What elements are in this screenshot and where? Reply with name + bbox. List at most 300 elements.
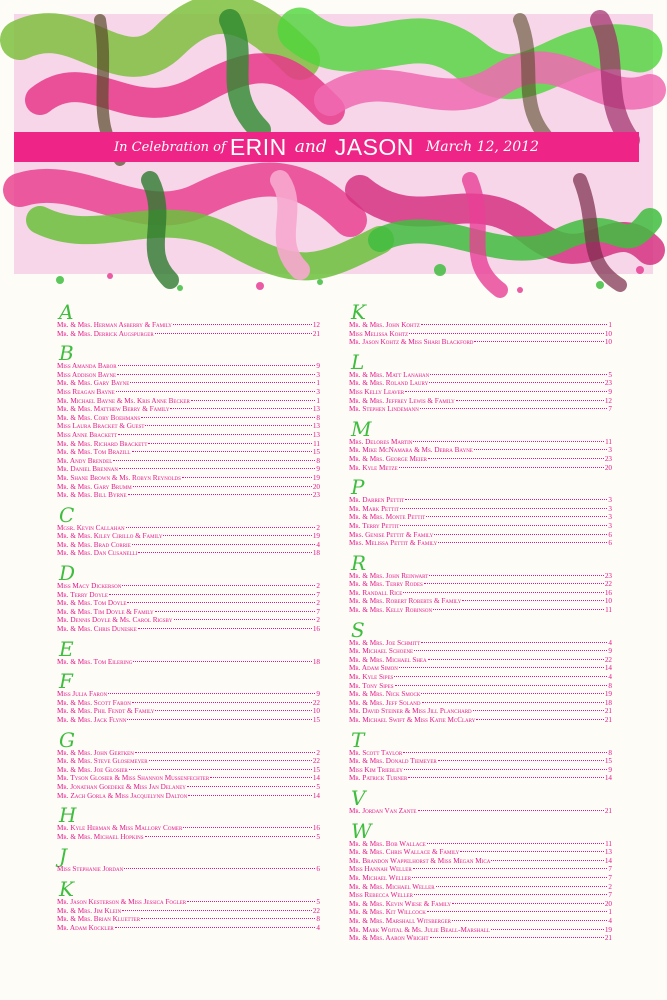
dot-leader — [473, 710, 604, 711]
guest-name: Mr. & Mrs. Kiley Cirillo & Family — [57, 532, 163, 541]
guest-name: Miss Rebecca Weller — [349, 891, 413, 900]
dot-leader — [130, 382, 315, 383]
table-number: 13 — [312, 422, 320, 431]
guest-entry — [57, 474, 320, 483]
letter-section — [349, 477, 612, 548]
guest-entry — [349, 464, 612, 473]
letter-section — [57, 727, 320, 801]
guest-name: Mr. Mark Pettit — [349, 504, 399, 513]
guest-name: Mr. & Mrs. Herman Asberry & Family — [57, 321, 172, 329]
table-number: 1 — [316, 396, 320, 405]
table-number: 13 — [604, 848, 612, 857]
dot-leader — [452, 920, 607, 921]
dot-leader — [491, 929, 604, 930]
letter-section — [57, 636, 320, 667]
table-number: 13 — [312, 430, 320, 439]
table-number: 23 — [604, 454, 612, 463]
table-number: 21 — [604, 934, 612, 943]
letter-section — [349, 349, 612, 414]
guest-name: Mr. Michael Bayne & Ms. Kris Anne Becker — [57, 396, 190, 405]
guest-entry — [57, 625, 320, 634]
guest-name: Mr. & Mrs. Aaron Wright — [349, 934, 429, 943]
letter-section — [57, 563, 320, 634]
guest-name: Mr. & Mrs. Scott Faron — [57, 698, 131, 707]
guest-name: Mr. & Mrs. Gary Brumm — [57, 482, 132, 491]
guest-name: Mr. Kyle Metze — [349, 463, 398, 472]
guest-entry — [349, 405, 612, 414]
guest-name: Mr. & Mrs. Matthew Berry & Family — [57, 405, 170, 414]
guest-name: Mr. & Mrs. Tom Doyle — [57, 599, 127, 608]
guest-entry — [349, 774, 612, 783]
guest-entry — [57, 532, 320, 541]
section-letter: H — [59, 803, 77, 828]
table-number: 10 — [604, 329, 612, 338]
guest-name: Mr. Tyson Glosier & Miss Shannon Mussenfechter — [57, 774, 210, 783]
letter-section — [57, 846, 320, 874]
dot-leader — [414, 650, 607, 651]
guest-name: Mr. & Mrs. Michael Hopkins — [57, 832, 144, 841]
table-number: 22 — [312, 906, 320, 915]
table-number: 14 — [604, 664, 612, 673]
dot-leader — [138, 552, 312, 553]
dot-leader — [474, 449, 608, 450]
guest-entry — [349, 757, 612, 766]
guest-name: Mr. & Mrs. Dan Cusanelli — [57, 549, 138, 558]
guest-name: Mr. & Mrs. Tim Doyle & Family — [57, 607, 154, 616]
dot-leader — [414, 894, 607, 895]
dot-leader — [430, 937, 604, 938]
table-number: 5 — [316, 782, 320, 791]
guest-entry — [349, 865, 612, 874]
guest-name: Mrs. Delores Martin — [349, 437, 413, 446]
guest-name: Mr. Michael Weller — [349, 873, 412, 882]
guest-entry — [349, 766, 612, 775]
table-number: 15 — [312, 716, 320, 724]
table-number: 1 — [608, 908, 612, 917]
dot-leader — [491, 860, 604, 861]
table-number: 4 — [608, 673, 612, 682]
guest-entry — [349, 891, 612, 900]
table-number: 9 — [316, 690, 320, 699]
table-number: 11 — [605, 606, 612, 615]
guest-entry — [349, 522, 612, 531]
guest-name: Mr. Zach Gorla & Miss Jacquelynn Dalton — [57, 791, 188, 800]
guest-name: Mr. & Mrs. Jack Flynn — [57, 716, 127, 724]
guest-name: Miss Laura Bracket & Guest — [57, 422, 145, 431]
guest-name: Mr. & Mrs. Joe Schmitt — [349, 638, 421, 647]
dot-leader — [145, 836, 316, 837]
table-number: 2 — [608, 882, 612, 891]
guest-name: Mr. & Mrs. Jim Klein — [57, 906, 122, 915]
table-number: 10 — [604, 338, 612, 347]
letter-section — [349, 785, 612, 816]
dot-leader — [132, 544, 316, 545]
guest-entry — [57, 483, 320, 492]
dot-leader — [115, 927, 316, 928]
letter-section — [349, 550, 612, 615]
table-number: 18 — [312, 657, 320, 666]
table-number: 14 — [604, 774, 612, 783]
guest-entry — [57, 457, 320, 466]
dot-leader — [148, 443, 312, 444]
dot-leader — [421, 642, 607, 643]
table-number: 19 — [604, 690, 612, 699]
table-number: 22 — [604, 580, 612, 589]
guest-entry — [57, 907, 320, 916]
table-number: 7 — [608, 865, 612, 874]
guest-entry — [349, 513, 612, 522]
dot-leader — [413, 441, 604, 442]
table-number: 21 — [604, 716, 612, 724]
dot-leader — [400, 508, 607, 509]
guest-name: Miss Julia Faron — [57, 690, 108, 699]
guest-name: Mr. & Mrs. Michael Shea — [349, 655, 427, 664]
table-number: 19 — [312, 473, 320, 482]
dot-leader — [170, 408, 311, 409]
banner-name-1: ERIN — [229, 133, 287, 160]
table-number: 23 — [604, 571, 612, 580]
table-number: 14 — [604, 856, 612, 865]
section-letter: A — [59, 300, 74, 324]
guest-entry — [349, 321, 612, 330]
guest-entry — [349, 874, 612, 883]
dot-leader — [126, 527, 316, 528]
guest-name: Mr. Stephen Lindemann — [349, 405, 419, 414]
dot-leader — [429, 575, 604, 576]
table-number: 2 — [316, 582, 320, 591]
section-letter: L — [351, 349, 365, 374]
guest-entry — [349, 900, 612, 909]
guest-name: Mr. & Mrs. Phil Fendt & Family — [57, 707, 155, 716]
table-number: 13 — [312, 405, 320, 414]
table-number: 7 — [608, 891, 612, 900]
guest-entry — [57, 898, 320, 907]
table-number: 23 — [604, 379, 612, 388]
section-letter: W — [351, 818, 372, 843]
section-letter: B — [59, 341, 74, 366]
guest-name: Mr. & Mrs. Monte Pettit — [349, 513, 426, 522]
guest-entry — [57, 405, 320, 414]
dot-leader — [135, 752, 316, 753]
guest-name: Mr. & Mrs. Gary Bayne — [57, 379, 130, 388]
table-number: 6 — [316, 865, 320, 874]
guest-entry — [57, 541, 320, 550]
table-number: 11 — [313, 439, 320, 448]
table-number: 10 — [604, 597, 612, 606]
guest-name: Mr. & Mrs. Chris Wallace & Family — [349, 848, 460, 857]
table-number: 3 — [608, 513, 612, 522]
guest-entry — [349, 371, 612, 380]
dot-leader — [141, 918, 315, 919]
guest-entry — [57, 924, 320, 933]
guest-entry — [349, 505, 612, 514]
table-number: 8 — [316, 456, 320, 465]
guest-name: Mr. Jason Kesterson & Miss Jessica Fogler — [57, 897, 187, 906]
banner-and: and — [294, 137, 327, 157]
guest-entry — [349, 917, 612, 926]
dot-leader — [405, 499, 607, 500]
guest-name: Mr. & Mrs. Kelly Robinson — [349, 606, 433, 615]
guest-entry — [349, 589, 612, 598]
guest-entry — [349, 580, 612, 589]
guest-entry — [57, 524, 320, 533]
guest-name: Mr. & Mrs. Tom Brazill — [57, 448, 131, 457]
guest-entry — [57, 616, 320, 625]
dot-leader — [403, 752, 607, 753]
guest-name: Mr. & Mrs. John Kohtz — [349, 321, 420, 329]
table-number: 8 — [608, 748, 612, 757]
guest-name: Mr. Mike McNamara & Ms. Debra Bayne — [349, 446, 473, 455]
letter-section — [57, 502, 320, 558]
guest-entry — [57, 690, 320, 699]
guest-entry — [349, 597, 612, 606]
guest-entry — [349, 749, 612, 758]
dot-leader — [422, 702, 604, 703]
table-number: 9 — [608, 765, 612, 774]
dot-leader — [188, 795, 312, 796]
guest-entry — [57, 379, 320, 388]
section-letter: P — [351, 475, 365, 500]
guest-name: Mr. Kyle Herman & Miss Mallory Comer — [57, 824, 183, 833]
guest-name: Mr. Brandon Wappelhorst & Miss Megan Mica — [349, 856, 491, 865]
guest-entry — [57, 757, 320, 766]
table-number: 8 — [316, 915, 320, 924]
section-letter: C — [59, 502, 75, 527]
guest-name: Mr. Shane Brown & Ms. Robyn Reynolds — [57, 473, 181, 482]
dot-leader — [138, 628, 312, 629]
guest-name: Mr. Dennis Doyle & Ms. Carol Rigsby — [57, 616, 173, 625]
guest-name: Mr. & Mrs. George Meier — [349, 454, 427, 463]
guest-name: Mrs. Genise Pettit & Family — [349, 530, 434, 539]
dot-leader — [421, 693, 603, 694]
guest-entry — [57, 414, 320, 423]
letter-section — [349, 302, 612, 347]
letter-section — [57, 343, 320, 500]
guest-name: Mr. & Mrs. Robert Roberts & Family — [349, 597, 462, 606]
guest-entry — [349, 330, 612, 339]
dot-leader — [462, 600, 604, 601]
guest-name: Mr. & Mrs. Tom Eilering — [57, 657, 133, 666]
guest-entry — [349, 455, 612, 464]
dot-leader — [109, 594, 315, 595]
dot-leader — [428, 659, 604, 660]
guest-entry — [349, 656, 612, 665]
dot-leader — [404, 769, 608, 770]
dot-leader — [405, 391, 607, 392]
guest-name: Mr. & Mrs. Jeffrey Lewis & Family — [349, 396, 455, 405]
dot-leader — [155, 710, 311, 711]
dot-leader — [426, 516, 607, 517]
table-number: 21 — [312, 329, 320, 338]
dot-leader — [413, 868, 608, 869]
guest-name: Mr. Darren Pettit — [349, 496, 405, 505]
table-number: 15 — [312, 448, 320, 457]
guest-entry — [57, 448, 320, 457]
table-number: 3 — [608, 521, 612, 530]
dot-leader — [191, 400, 316, 401]
dot-leader — [149, 760, 312, 761]
guest-name: Mr. & Mrs. Matt Lanahan — [349, 370, 430, 379]
guest-name: Mr. Randall Rice — [349, 588, 403, 597]
letter-section — [57, 671, 320, 724]
guest-entry — [57, 774, 320, 783]
guest-entry — [57, 591, 320, 600]
table-number: 18 — [604, 698, 612, 707]
dot-leader — [133, 486, 312, 487]
section-letter: F — [59, 669, 73, 694]
dot-leader — [155, 333, 312, 334]
dot-leader — [132, 702, 312, 703]
table-number: 21 — [604, 707, 612, 716]
guest-name: Mr. Jonathan Goedeke & Miss Jan Delaney — [57, 782, 186, 791]
guest-name: Mr. & Mrs. Joe Glosier — [57, 765, 128, 774]
dot-leader — [421, 324, 608, 325]
dot-leader — [418, 810, 604, 811]
guest-entry — [57, 362, 320, 371]
dot-leader — [117, 374, 315, 375]
guest-entry — [349, 926, 612, 935]
guest-name: Miss Kim Triebley — [349, 765, 403, 774]
guest-entry — [349, 647, 612, 656]
guest-name: Mr. Jason Kohtz & Miss Shari Blackford — [349, 338, 474, 347]
dot-leader — [133, 661, 312, 662]
guest-name: Mr. & Mrs. Richard Brackett — [57, 439, 148, 448]
table-number: 12 — [312, 321, 320, 329]
section-letter: S — [351, 617, 365, 642]
guest-entry — [349, 379, 612, 388]
table-number: 2 — [316, 748, 320, 757]
table-number: 1 — [608, 321, 612, 329]
table-number: 8 — [316, 413, 320, 422]
dot-leader — [438, 542, 607, 543]
table-number: 15 — [604, 757, 612, 766]
section-letter: G — [59, 727, 75, 752]
dot-leader — [412, 877, 607, 878]
guest-entry — [349, 716, 612, 725]
guest-name: Miss Hannah Weller — [349, 865, 412, 874]
guest-name: Mr. & Mrs. Jeff Soland — [349, 698, 421, 707]
guest-name: Mr. Adam Kockler — [57, 923, 114, 932]
guest-name: Mr. Jordan Van Zante — [349, 806, 417, 815]
guest-entry — [57, 699, 320, 708]
letter-section — [349, 818, 612, 943]
dot-leader — [173, 324, 312, 325]
guest-entry — [57, 491, 320, 500]
section-letter: R — [351, 550, 367, 575]
dot-leader — [400, 525, 607, 526]
guest-name: Mr. Daniel Brennan — [57, 465, 118, 474]
guest-entry — [57, 321, 320, 330]
table-number: 20 — [312, 482, 320, 491]
table-number: 2 — [316, 616, 320, 625]
dot-leader — [452, 903, 604, 904]
dot-leader — [409, 333, 604, 334]
dot-leader — [174, 619, 316, 620]
table-number: 15 — [312, 765, 320, 774]
dot-leader — [129, 769, 312, 770]
guest-name: Mr. Kyle Sipes — [349, 673, 394, 682]
guest-name: Mr. & Mrs. Kit Willcock — [349, 908, 426, 917]
dot-leader — [424, 583, 604, 584]
dot-leader — [128, 494, 312, 495]
dot-leader — [183, 827, 312, 828]
dot-leader — [187, 786, 316, 787]
dot-leader — [118, 434, 312, 435]
table-number: 11 — [605, 437, 612, 446]
dot-leader — [163, 535, 311, 536]
guest-entry — [57, 388, 320, 397]
dot-leader — [155, 611, 316, 612]
dot-leader — [124, 868, 315, 869]
guest-entry — [349, 639, 612, 648]
table-number: 7 — [316, 590, 320, 599]
title-banner — [14, 132, 639, 162]
dot-leader — [408, 777, 603, 778]
guest-entry — [57, 792, 320, 801]
dot-leader — [182, 477, 312, 478]
guest-name: Mr. Terry Pettit — [349, 521, 400, 530]
dot-leader — [119, 468, 315, 469]
table-number: 21 — [604, 806, 612, 815]
table-number: 19 — [312, 532, 320, 541]
dot-leader — [428, 458, 604, 459]
table-number: 3 — [316, 387, 320, 396]
table-number: 7 — [608, 873, 612, 882]
table-number: 1 — [316, 379, 320, 388]
guest-entry — [57, 330, 320, 339]
table-number: 18 — [312, 549, 320, 558]
banner-date: March 12, 2012 — [425, 139, 539, 155]
guest-name: Miss Stephanie Jordan — [57, 865, 124, 874]
table-number: 9 — [316, 465, 320, 474]
table-number: 2 — [316, 599, 320, 608]
dot-leader — [460, 851, 604, 852]
guest-entry — [57, 465, 320, 474]
section-letter: V — [351, 785, 366, 810]
guest-entry — [57, 397, 320, 406]
dot-leader — [187, 901, 315, 902]
dot-leader — [116, 391, 316, 392]
table-number: 20 — [604, 463, 612, 472]
table-number: 7 — [608, 405, 612, 414]
table-number: 9 — [608, 387, 612, 396]
guest-entry — [349, 707, 612, 716]
guest-entry — [349, 934, 612, 943]
section-letter: J — [59, 844, 68, 869]
dot-leader — [433, 609, 604, 610]
guest-entry — [349, 840, 612, 849]
dot-leader — [118, 365, 316, 366]
guest-entry — [349, 682, 612, 691]
table-number: 11 — [605, 839, 612, 848]
guest-entry — [349, 699, 612, 708]
dot-leader — [395, 685, 608, 686]
guest-entry — [349, 807, 612, 816]
guest-name: Mr. & Mrs. Bill Byrne — [57, 491, 127, 500]
guest-name: Mr. Adam Simon — [349, 664, 398, 673]
guest-entry — [57, 371, 320, 380]
guest-entry — [349, 338, 612, 347]
guest-entry — [349, 438, 612, 447]
guest-name: Mr. Michael Swift & Miss Katie McClary — [349, 716, 476, 724]
guest-entry — [57, 582, 320, 591]
table-number: 7 — [316, 607, 320, 616]
guest-entry — [349, 572, 612, 581]
guest-name: Miss Reagan Bayne — [57, 387, 115, 396]
dot-leader — [127, 602, 315, 603]
dot-leader — [122, 585, 315, 586]
table-number: 14 — [312, 774, 320, 783]
